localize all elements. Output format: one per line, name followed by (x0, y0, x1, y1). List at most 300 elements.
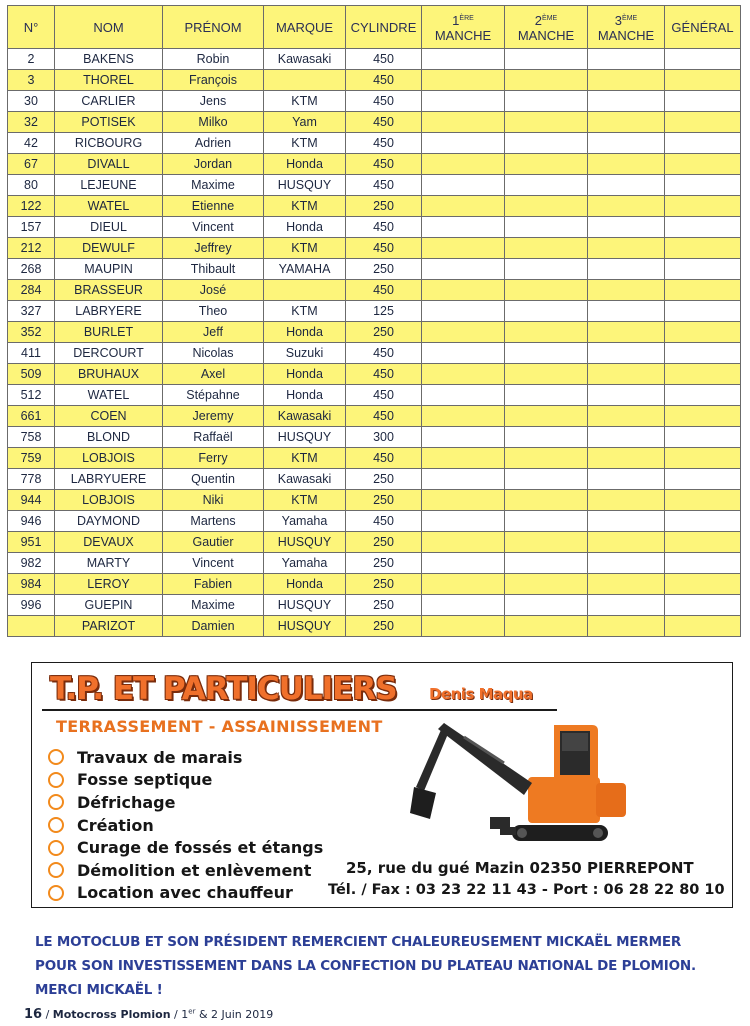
table-row (8, 574, 741, 595)
cell-nom: LABRYERE (55, 301, 163, 322)
table-row (8, 343, 741, 364)
cell-marque: HUSQUY (264, 427, 346, 448)
cell-prenom: Robin (163, 49, 264, 70)
cell-general (665, 175, 741, 196)
cell-nom: MAUPIN (55, 259, 163, 280)
cell-manche-2 (505, 91, 588, 112)
cell-manche-2 (505, 154, 588, 175)
cell-cylindre: 450 (346, 154, 422, 175)
page-footer: 16 / Motocross Plomion / 1er & 2 Juin 2019 (24, 1007, 274, 1022)
cell-marque: Suzuki (264, 343, 346, 364)
cell-nom: LOBJOIS (55, 490, 163, 511)
cell-manche-2 (505, 364, 588, 385)
col-header-nom: NOM (55, 6, 163, 49)
table-row (8, 196, 741, 217)
results-table (7, 5, 741, 637)
cell-nom: DIEUL (55, 217, 163, 238)
cell-manche-2 (505, 196, 588, 217)
cell-manche-2 (505, 511, 588, 532)
table-row (8, 427, 741, 448)
cell-manche-3 (588, 595, 665, 616)
cell-num: 946 (8, 511, 55, 532)
cell-manche-2 (505, 616, 588, 637)
cell-general (665, 133, 741, 154)
cell-nom: MARTY (55, 553, 163, 574)
cell-manche-3 (588, 217, 665, 238)
cell-cylindre: 250 (346, 553, 422, 574)
cell-manche-1 (422, 364, 505, 385)
cell-marque (264, 70, 346, 91)
cell-prenom: Jeff (163, 322, 264, 343)
cell-prenom: Stépahne (163, 385, 264, 406)
cell-prenom: Jens (163, 91, 264, 112)
cell-nom: BRUHAUX (55, 364, 163, 385)
cell-cylindre: 125 (346, 301, 422, 322)
circle-bullet-icon (48, 817, 64, 833)
cell-marque: Honda (264, 385, 346, 406)
cell-manche-2 (505, 70, 588, 91)
cell-manche-2 (505, 301, 588, 322)
circle-bullet-icon (48, 749, 64, 765)
cell-manche-1 (422, 322, 505, 343)
cell-manche-2 (505, 112, 588, 133)
table-row (8, 364, 741, 385)
cell-manche-3 (588, 469, 665, 490)
ad-owner: Denis Maqua (429, 685, 533, 703)
cell-cylindre: 450 (346, 280, 422, 301)
cell-num: 996 (8, 595, 55, 616)
cell-general (665, 280, 741, 301)
cell-nom: GUEPIN (55, 595, 163, 616)
cell-manche-3 (588, 385, 665, 406)
cell-marque: KTM (264, 133, 346, 154)
cell-manche-3 (588, 322, 665, 343)
cell-manche-3 (588, 616, 665, 637)
cell-manche-1 (422, 595, 505, 616)
ad-divider (42, 709, 557, 711)
cell-manche-2 (505, 385, 588, 406)
cell-nom: DAYMOND (55, 511, 163, 532)
cell-manche-2 (505, 553, 588, 574)
cell-manche-3 (588, 343, 665, 364)
col-header-manche-2: 2ÈME MANCHE (505, 6, 588, 49)
col-header-manche-1: 1ÈRE MANCHE (422, 6, 505, 49)
cell-manche-1 (422, 238, 505, 259)
cell-general (665, 385, 741, 406)
cell-num: 982 (8, 553, 55, 574)
cell-marque: KTM (264, 91, 346, 112)
cell-nom: POTISEK (55, 112, 163, 133)
cell-cylindre: 450 (346, 343, 422, 364)
circle-bullet-icon (48, 840, 64, 856)
cell-prenom: Maxime (163, 175, 264, 196)
cell-num: 759 (8, 448, 55, 469)
cell-general (665, 595, 741, 616)
cell-marque: Honda (264, 574, 346, 595)
cell-prenom: Vincent (163, 217, 264, 238)
cell-manche-3 (588, 427, 665, 448)
cell-general (665, 322, 741, 343)
cell-prenom: Theo (163, 301, 264, 322)
ad-address: 25, rue du gué Mazin 02350 PIERREPONT (346, 859, 694, 877)
cell-cylindre: 450 (346, 448, 422, 469)
cell-marque: Yamaha (264, 511, 346, 532)
cell-general (665, 196, 741, 217)
cell-general (665, 553, 741, 574)
cell-num: 284 (8, 280, 55, 301)
cell-manche-3 (588, 406, 665, 427)
circle-bullet-icon (48, 862, 64, 878)
cell-manche-2 (505, 343, 588, 364)
cell-manche-2 (505, 448, 588, 469)
cell-manche-2 (505, 49, 588, 70)
table-row (8, 511, 741, 532)
cell-num: 352 (8, 322, 55, 343)
cell-nom: LOBJOIS (55, 448, 163, 469)
cell-manche-3 (588, 532, 665, 553)
table-row (8, 91, 741, 112)
cell-cylindre: 250 (346, 259, 422, 280)
cell-cylindre: 250 (346, 532, 422, 553)
cell-manche-1 (422, 301, 505, 322)
cell-num: 411 (8, 343, 55, 364)
cell-cylindre: 250 (346, 574, 422, 595)
cell-manche-2 (505, 469, 588, 490)
cell-general (665, 217, 741, 238)
cell-cylindre: 250 (346, 469, 422, 490)
cell-prenom: Vincent (163, 553, 264, 574)
cell-manche-1 (422, 616, 505, 637)
cell-manche-1 (422, 217, 505, 238)
cell-nom: BLOND (55, 427, 163, 448)
cell-marque: Honda (264, 217, 346, 238)
cell-cylindre: 250 (346, 490, 422, 511)
cell-marque: HUSQUY (264, 175, 346, 196)
cell-nom: BAKENS (55, 49, 163, 70)
cell-manche-1 (422, 427, 505, 448)
cell-prenom: Thibault (163, 259, 264, 280)
cell-manche-1 (422, 91, 505, 112)
cell-manche-2 (505, 259, 588, 280)
cell-nom: LEROY (55, 574, 163, 595)
ad-title: T.P. ET PARTICULIERS (50, 671, 397, 707)
cell-prenom: Axel (163, 364, 264, 385)
cell-manche-3 (588, 49, 665, 70)
table-row (8, 490, 741, 511)
cell-general (665, 112, 741, 133)
cell-prenom: Martens (163, 511, 264, 532)
cell-nom: BRASSEUR (55, 280, 163, 301)
cell-general (665, 448, 741, 469)
cell-cylindre: 450 (346, 133, 422, 154)
cell-num: 661 (8, 406, 55, 427)
cell-nom: THOREL (55, 70, 163, 91)
cell-nom: LABRYUERE (55, 469, 163, 490)
cell-manche-1 (422, 511, 505, 532)
ad-phone: Tél. / Fax : 03 23 22 11 43 - Port : 06 28 22 80 10 (328, 882, 725, 898)
list-item: Fosse septique (48, 769, 323, 792)
table-row (8, 301, 741, 322)
cell-manche-3 (588, 448, 665, 469)
cell-manche-2 (505, 574, 588, 595)
cell-manche-2 (505, 532, 588, 553)
cell-general (665, 91, 741, 112)
cell-manche-1 (422, 49, 505, 70)
cell-manche-1 (422, 553, 505, 574)
cell-num: 509 (8, 364, 55, 385)
list-item: Démolition et enlèvement (48, 859, 323, 882)
table-row (8, 112, 741, 133)
cell-general (665, 259, 741, 280)
cell-nom: COEN (55, 406, 163, 427)
cell-general (665, 70, 741, 91)
cell-general (665, 343, 741, 364)
cell-cylindre: 250 (346, 616, 422, 637)
cell-general (665, 364, 741, 385)
cell-marque: YAMAHA (264, 259, 346, 280)
cell-general (665, 490, 741, 511)
cell-manche-1 (422, 532, 505, 553)
cell-prenom: Jeffrey (163, 238, 264, 259)
cell-general (665, 511, 741, 532)
cell-prenom: Adrien (163, 133, 264, 154)
cell-manche-1 (422, 490, 505, 511)
cell-cylindre: 450 (346, 364, 422, 385)
cell-num: 951 (8, 532, 55, 553)
cell-manche-1 (422, 448, 505, 469)
cell-manche-2 (505, 427, 588, 448)
cell-num: 30 (8, 91, 55, 112)
cell-general (665, 532, 741, 553)
cell-num: 512 (8, 385, 55, 406)
cell-manche-3 (588, 154, 665, 175)
cell-num: 758 (8, 427, 55, 448)
table-row (8, 532, 741, 553)
cell-prenom: Maxime (163, 595, 264, 616)
cell-manche-3 (588, 553, 665, 574)
col-header-cylindre: CYLINDRE (346, 6, 422, 49)
cell-num: 268 (8, 259, 55, 280)
cell-manche-2 (505, 322, 588, 343)
cell-cylindre: 250 (346, 322, 422, 343)
cell-manche-3 (588, 490, 665, 511)
cell-num: 32 (8, 112, 55, 133)
cell-manche-2 (505, 238, 588, 259)
cell-cylindre: 300 (346, 427, 422, 448)
cell-prenom: Nicolas (163, 343, 264, 364)
cell-cylindre: 450 (346, 49, 422, 70)
cell-general (665, 616, 741, 637)
cell-num: 42 (8, 133, 55, 154)
table-row (8, 175, 741, 196)
cell-general (665, 301, 741, 322)
cell-marque: HUSQUY (264, 532, 346, 553)
cell-marque: Kawasaki (264, 469, 346, 490)
cell-cylindre: 450 (346, 91, 422, 112)
col-header-manche-3: 3ÈME MANCHE (588, 6, 665, 49)
cell-num: 778 (8, 469, 55, 490)
cell-manche-1 (422, 70, 505, 91)
cell-manche-3 (588, 574, 665, 595)
cell-num (8, 616, 55, 637)
cell-manche-3 (588, 196, 665, 217)
cell-manche-3 (588, 364, 665, 385)
circle-bullet-icon (48, 794, 64, 810)
ad-subtitle: TERRASSEMENT - ASSAINISSEMENT (56, 717, 383, 736)
cell-prenom: Quentin (163, 469, 264, 490)
cell-marque: KTM (264, 238, 346, 259)
cell-nom: LEJEUNE (55, 175, 163, 196)
cell-manche-1 (422, 154, 505, 175)
cell-manche-2 (505, 280, 588, 301)
cell-nom: RICBOURG (55, 133, 163, 154)
cell-marque: KTM (264, 448, 346, 469)
cell-num: 2 (8, 49, 55, 70)
table-row (8, 469, 741, 490)
cell-manche-3 (588, 70, 665, 91)
cell-manche-1 (422, 175, 505, 196)
cell-manche-3 (588, 238, 665, 259)
cell-marque: KTM (264, 490, 346, 511)
circle-bullet-icon (48, 772, 64, 788)
cell-marque (264, 280, 346, 301)
cell-manche-1 (422, 406, 505, 427)
cell-prenom: Etienne (163, 196, 264, 217)
cell-manche-3 (588, 133, 665, 154)
cell-general (665, 469, 741, 490)
table-row (8, 238, 741, 259)
cell-manche-2 (505, 175, 588, 196)
cell-marque: HUSQUY (264, 616, 346, 637)
cell-nom: DIVALL (55, 154, 163, 175)
table-row (8, 553, 741, 574)
cell-prenom: Jeremy (163, 406, 264, 427)
list-item: Création (48, 814, 323, 837)
cell-num: 212 (8, 238, 55, 259)
cell-num: 67 (8, 154, 55, 175)
col-header-marque: MARQUE (264, 6, 346, 49)
cell-marque: KTM (264, 301, 346, 322)
cell-marque: Kawasaki (264, 49, 346, 70)
cell-nom: WATEL (55, 196, 163, 217)
table-row (8, 70, 741, 91)
cell-cylindre: 450 (346, 112, 422, 133)
cell-manche-2 (505, 595, 588, 616)
cell-num: 327 (8, 301, 55, 322)
cell-general (665, 574, 741, 595)
table-row (8, 280, 741, 301)
cell-prenom: José (163, 280, 264, 301)
cell-general (665, 49, 741, 70)
circle-bullet-icon (48, 885, 64, 901)
cell-prenom: Niki (163, 490, 264, 511)
event-date: 1er & 2 Juin 2019 (181, 1007, 274, 1021)
list-item: Curage de fossés et étangs (48, 836, 323, 859)
cell-cylindre: 450 (346, 217, 422, 238)
list-item: Défrichage (48, 791, 323, 814)
cell-cylindre: 450 (346, 385, 422, 406)
cell-general (665, 154, 741, 175)
cell-manche-3 (588, 91, 665, 112)
cell-manche-1 (422, 112, 505, 133)
cell-nom: WATEL (55, 385, 163, 406)
page-number: 16 (24, 1007, 43, 1022)
cell-manche-3 (588, 280, 665, 301)
cell-num: 984 (8, 574, 55, 595)
table-row (8, 154, 741, 175)
cell-marque: Yamaha (264, 553, 346, 574)
cell-prenom: Damien (163, 616, 264, 637)
cell-cylindre: 450 (346, 406, 422, 427)
thanks-message: LE MOTOCLUB ET SON PRÉSIDENT REMERCIENT CHALEUREUSEMENT MICKAËL MERMER POUR SON INVESTISSEMENT DANS LA CONFECTION DU PLATEAU NATIONAL DE PLOMION. MERCI MICKAËL ! (35, 934, 696, 998)
cell-num: 80 (8, 175, 55, 196)
cell-nom: CARLIER (55, 91, 163, 112)
cell-num: 122 (8, 196, 55, 217)
cell-marque: Honda (264, 154, 346, 175)
cell-num: 3 (8, 70, 55, 91)
cell-nom: DEWULF (55, 238, 163, 259)
cell-manche-3 (588, 511, 665, 532)
cell-manche-1 (422, 469, 505, 490)
cell-manche-2 (505, 217, 588, 238)
cell-manche-3 (588, 112, 665, 133)
cell-marque: Honda (264, 364, 346, 385)
cell-cylindre: 450 (346, 70, 422, 91)
publication-name: Motocross Plomion (52, 1008, 171, 1021)
cell-marque: Honda (264, 322, 346, 343)
cell-general (665, 406, 741, 427)
cell-manche-1 (422, 259, 505, 280)
col-header-general: GÉNÉRAL (665, 6, 741, 49)
cell-general (665, 238, 741, 259)
cell-prenom: Fabien (163, 574, 264, 595)
header-row (8, 6, 741, 49)
cell-nom: DERCOURT (55, 343, 163, 364)
table-row (8, 406, 741, 427)
cell-nom: DEVAUX (55, 532, 163, 553)
col-header-prenom: PRÉNOM (163, 6, 264, 49)
cell-manche-3 (588, 301, 665, 322)
list-item: Location avec chauffeur (48, 882, 323, 905)
cell-marque: KTM (264, 196, 346, 217)
table-row (8, 133, 741, 154)
cell-prenom: Milko (163, 112, 264, 133)
cell-manche-1 (422, 196, 505, 217)
cell-nom: BURLET (55, 322, 163, 343)
ad-services-list (48, 746, 323, 904)
cell-manche-1 (422, 574, 505, 595)
cell-prenom: Ferry (163, 448, 264, 469)
table-row (8, 49, 741, 70)
cell-cylindre: 250 (346, 196, 422, 217)
cell-nom: PARIZOT (55, 616, 163, 637)
cell-manche-1 (422, 343, 505, 364)
cell-general (665, 427, 741, 448)
cell-cylindre: 450 (346, 238, 422, 259)
table-row (8, 259, 741, 280)
table-row (8, 595, 741, 616)
cell-marque: HUSQUY (264, 595, 346, 616)
cell-prenom: François (163, 70, 264, 91)
cell-manche-1 (422, 133, 505, 154)
cell-manche-1 (422, 280, 505, 301)
cell-num: 944 (8, 490, 55, 511)
cell-prenom: Jordan (163, 154, 264, 175)
cell-manche-3 (588, 175, 665, 196)
cell-prenom: Raffaël (163, 427, 264, 448)
advertisement (31, 662, 733, 908)
cell-manche-3 (588, 259, 665, 280)
